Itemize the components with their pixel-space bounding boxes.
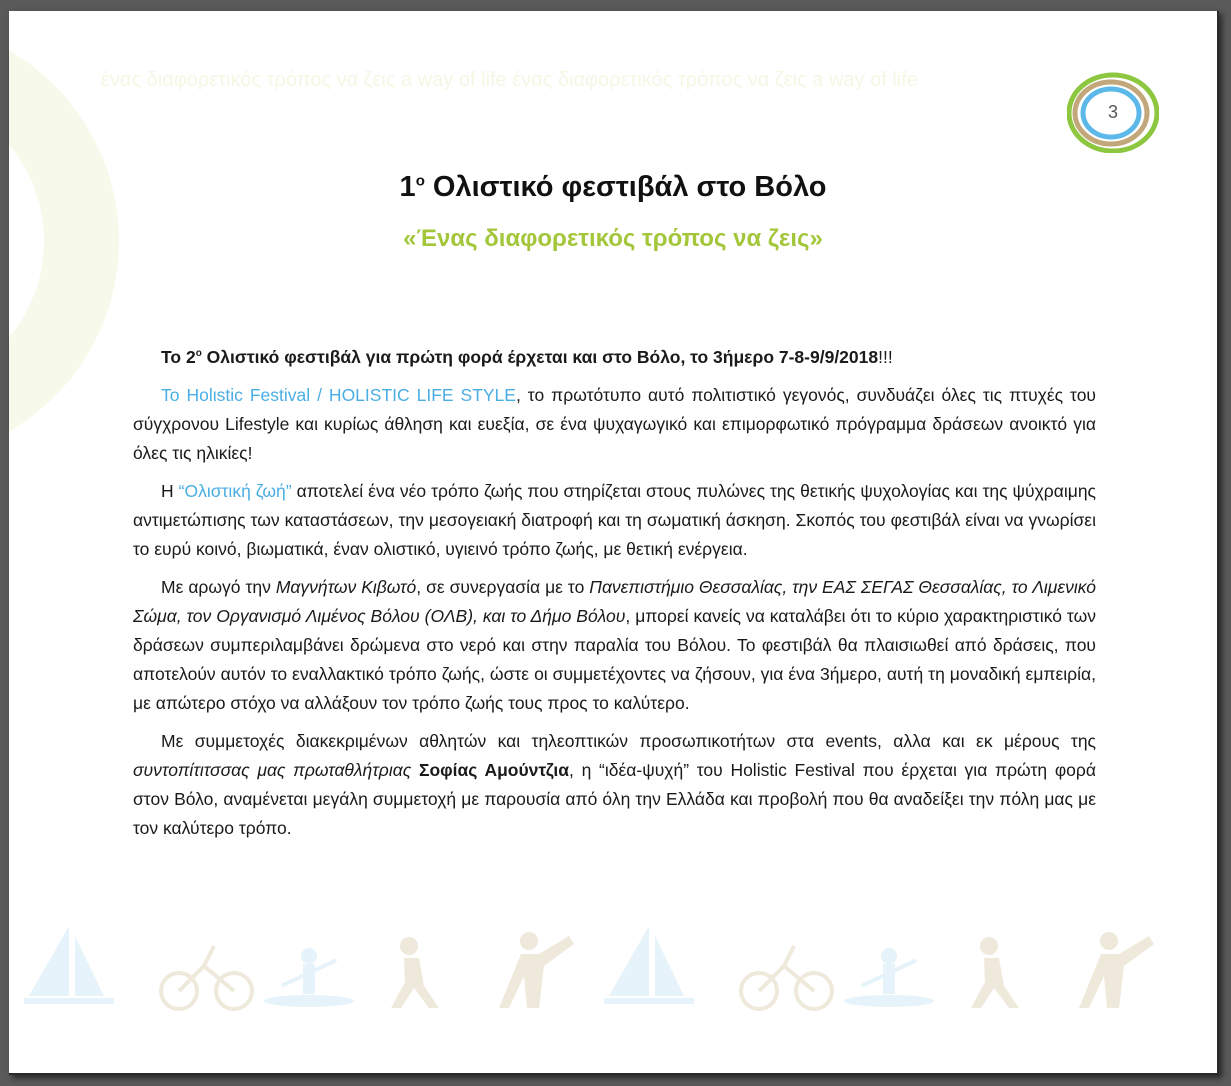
page-subtitle: «Ένας διαφορετικός τρόπος να ζεις» <box>403 225 823 252</box>
festival-name-link: Το Holιstic Festival / HOLISTIC LIFE STYLE <box>161 384 516 405</box>
cyclist-icon <box>161 946 252 1009</box>
sailboat-icon <box>604 926 694 1004</box>
footer-illustration <box>9 916 1217 1016</box>
header-watermark: ένας διαφορετικός τρόπος να ζεις a way of life ένας διαφορετικός τρόπος να ζεις a way of life <box>101 69 918 91</box>
kickboxer-icon <box>499 932 574 1008</box>
page-number-badge <box>1067 71 1159 153</box>
runner-icon <box>971 937 1019 1008</box>
holistic-life-term: “Ολιστική ζωή” <box>178 480 292 501</box>
paragraph-holistic-life: Η “Ολιστική ζωή” αποτελεί ένα νέο τρόπο ζωής που στηρίζεται στους πυλώνες της θετικής ψυχολογίας και της ψύχραιμης αντιμετώπισης των καταστάσεων, την μεσογειακή διατροφή και τη σωματική άσκηση. Σκοπός του φεστιβάλ είναι να γνωρίσει το ευρύ κοινό, βιωματικά, έναν ολιστικό, υγιεινό τρόπο ζωής, με θετική ενέργεια. <box>133 480 1096 559</box>
paragraph-participation: Με συμμετοχές διακεκριμένων αθλητών και τηλεοπτικών προσωπικοτήτων στα events, αλλα και εκ μέρους της συντοπίτιτσσας μας πρωταθλήτριας Σοφίας Αμούντζια, η “ιδέα-ψυχή” του Holistic Festival που έρχεται για πρώτη φορά στον Βόλο, αναμένεται μεγάλη συμμετοχή με παρουσία από όλη την Ελλάδα και προβολή που θα αναδείξει την πόλη μας με τον καλύτερο τρόπο. <box>133 730 1096 838</box>
kayak-icon <box>844 948 934 1007</box>
paragraph-partners: Με αρωγό την Μαγνήτων Κιβωτό, σε συνεργασία με το Πανεπιστήμιο Θεσσαλίας, την ΕΑΣ ΣΕΓΑΣ Θεσσαλίας, το Λιμενικό Σώμα, τον Οργανισμό Λιμένος Βόλου (ΟΛΒ), και το Δήμο Βόλου, μπορεί κανείς να καταλάβει ότι το κύριο χαρακτηριστικό των δράσεων συμπεριλαμβάνει δρώμενα στο νερό και στην παραλία του Βόλου. Το φεστιβάλ θα πλαισιωθεί από δράσεις, που αποτελούν αυτόν το εναλλακτικό τρόπο ζωής, ώστε οι συμμετέχοντες να ζήσουν, για ένα 3ήμερο, αυτή τη μοναδική εμπειρία, με απώτερο στόχο να αλλάξουν τον τρόπο ζωής τους προς το καλύτερο. <box>133 576 1097 713</box>
kayak-icon <box>264 948 354 1007</box>
document-page <box>9 11 1219 1075</box>
lead-paragraph: Το $2^o$ Ολιστικό φεστιβάλ για πρώτη φορά έρχεται και στο Βόλο, το 3ήμερο 7-8-9/9/2018!!! <box>161 346 893 367</box>
kickboxer-icon <box>1079 932 1154 1008</box>
runner-icon <box>391 937 439 1008</box>
sailboat-icon <box>24 926 114 1004</box>
cyclist-icon <box>741 946 832 1009</box>
paragraph-festival: Το Holιstic Festival / HOLISTIC LIFE STYLE, το πρωτότυπο αυτό πολιτιστικό γεγονός, συνδυάζει όλες τις πτυχές του σύγχρονου Lifestyle και κυρίως άθληση και ευεξία, σε ένα ψυχαγωγικό και επιμορφωτικό πρόγραμμα δράσεων ανοικτό για όλες τις ηλικίες! <box>133 384 1096 463</box>
page-title: $1^o$ Ολιστικό φεστιβάλ στο Βόλο <box>399 171 827 203</box>
page-number: 3 <box>1107 101 1118 122</box>
article-body <box>133 339 1096 852</box>
